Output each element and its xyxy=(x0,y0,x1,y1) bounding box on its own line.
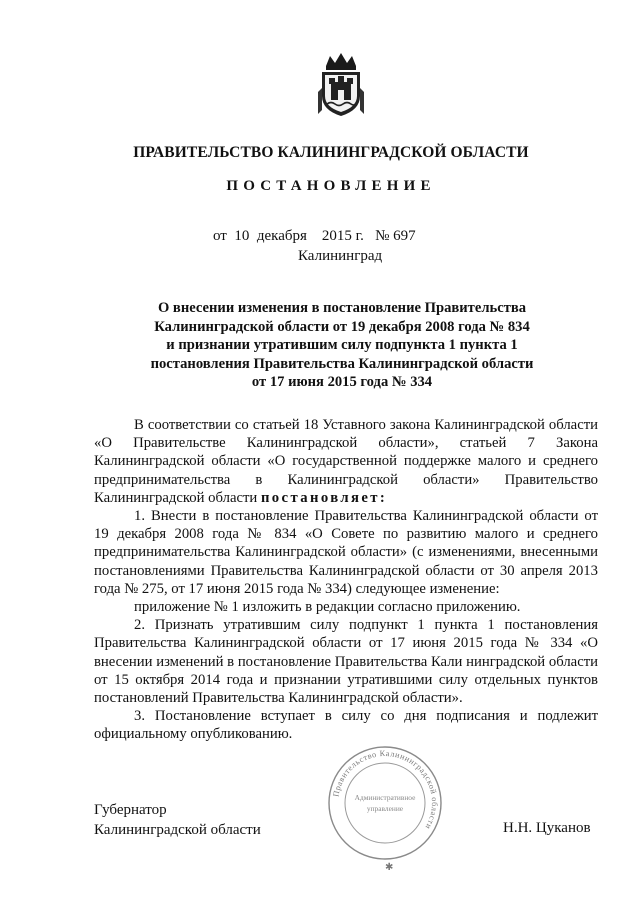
position-line-1: Губернатор xyxy=(94,802,167,818)
title-line: Калининградской области от 19 декабря 2008 года № 834 xyxy=(154,318,530,335)
item-2-paragraph: 2. Признать утратившим силу подпункт 1 пункта 1 постановления Правительства Калининградской области от 17 июня 2015 года № 334 «О внесении изменений в постановление Правительства Кали нинградской области от 15 октября 2014 года и признании утратившими силу отдельных пунктов постановлений Правительства Калининградской области». xyxy=(94,617,598,707)
stamp-inner-line-1: Административное xyxy=(354,793,416,802)
preamble-paragraph xyxy=(94,416,598,507)
date-year: 2015 г. xyxy=(321,228,364,244)
document-body xyxy=(94,416,598,744)
document-date-number xyxy=(213,228,416,245)
title-line: постановления Правительства Калининградской области xyxy=(150,355,534,372)
signatory-position xyxy=(94,800,261,840)
document-type: ПОСТАНОВЛЕНИЕ xyxy=(226,178,436,194)
document-title xyxy=(94,299,590,392)
date-prefix: от xyxy=(213,228,227,244)
title-line: О внесении изменения в постановление Правительства xyxy=(157,300,527,316)
document-number: № 697 xyxy=(375,228,416,244)
item-3-paragraph: 3. Постановление вступает в силу со дня подписания и подлежит официальному опубликованию. xyxy=(94,708,598,743)
title-line: и признании утратившим силу подпункта 1 пункта 1 xyxy=(166,337,518,354)
stamp-inner-line-2: управление xyxy=(366,804,404,813)
date-month: декабря xyxy=(256,228,307,244)
official-stamp xyxy=(326,744,444,862)
item-1-sub-paragraph: приложение № 1 изложить в редакции согласно приложению. xyxy=(134,599,521,616)
date-day: 10 xyxy=(234,228,250,244)
city: Калининград xyxy=(298,248,383,264)
stamp-outer-text: Правительство Калининградской области xyxy=(331,748,440,832)
item-1-paragraph: 1. Внести в постановление Правительства Калининградской области от 19 декабря 2008 года № 834 «О Совете по развитию малого и среднего предпринимательства Калининградской области» (с изменениями, внесенными постановлениями Правительства Калининградской области от 30 апреля 2013 года № 275, от 17 июня 2015 года № 334) следующее изменение: xyxy=(94,508,598,597)
preamble-text: В соответствии со статьей 18 Уставного закона Калининградской области «О Правительстве Калининградской области», статьей 7 Закона Калининградской области «О государственной поддержке малого и среднего предпринимательства в Калининградской области» Правительство Калининградской области xyxy=(94,417,598,506)
title-line: от 17 июня 2015 года № 334 xyxy=(251,374,433,391)
stamp-star-icon: ✱ xyxy=(385,862,394,873)
resolves-word: постановляет: xyxy=(260,489,388,506)
government-name: ПРАВИТЕЛЬСТВО КАЛИНИНГРАДСКОЙ ОБЛАСТИ xyxy=(133,144,529,161)
position-line-2: Калининградской области xyxy=(94,822,261,838)
coat-of-arms-emblem xyxy=(316,52,366,118)
signatory-name: Н.Н. Цуканов xyxy=(503,820,591,836)
